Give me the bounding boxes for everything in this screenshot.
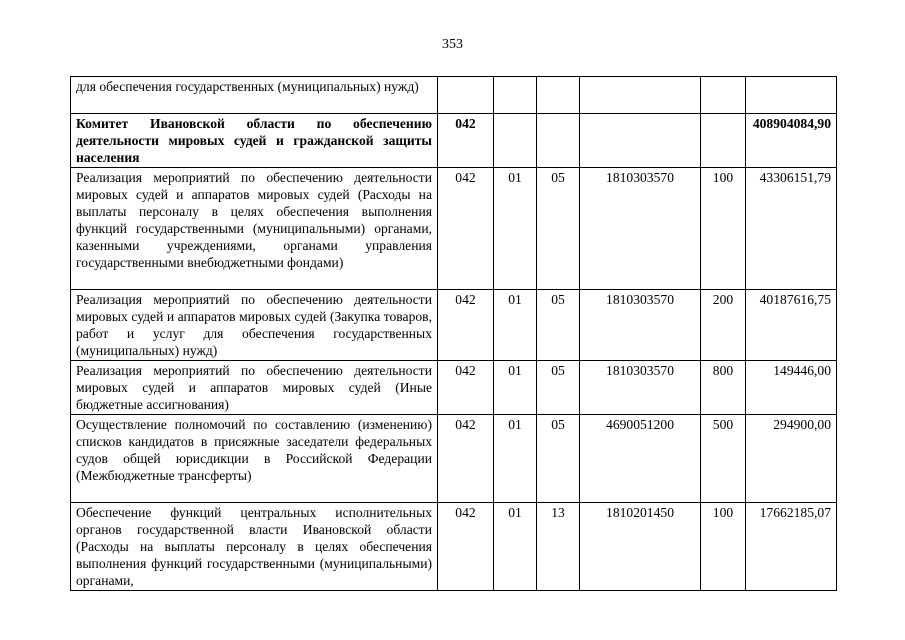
amount: 40187616,75 xyxy=(746,290,837,361)
budget-table xyxy=(70,76,837,591)
ministry-code: 042 xyxy=(438,290,494,361)
expense-type-code xyxy=(701,77,746,114)
expense-type-code xyxy=(701,114,746,168)
row-description: Реализация мероприятий по обеспечению деятельности мировых судей и аппаратов мировых судей (Закупка товаров, работ и услуг для обеспечения государственных (муниципальных) нужд) xyxy=(71,290,438,361)
expense-type-code: 500 xyxy=(701,415,746,503)
table-row xyxy=(71,503,837,591)
subsection-code: 05 xyxy=(537,361,580,415)
table-row xyxy=(71,77,837,114)
amount: 149446,00 xyxy=(746,361,837,415)
amount: 294900,00 xyxy=(746,415,837,503)
row-description: Комитет Ивановской области по обеспечению деятельности мировых судей и гражданской защиты населения xyxy=(71,114,438,168)
subsection-code xyxy=(537,77,580,114)
row-description: Осуществление полномочий по составлению (изменению) списков кандидатов в присяжные заседатели федеральных судов общей юрисдикции в Российской Федерации (Межбюджетные трансферты) xyxy=(71,415,438,503)
section-code: 01 xyxy=(494,290,537,361)
expense-type-code: 100 xyxy=(701,168,746,290)
ministry-code: 042 xyxy=(438,114,494,168)
subsection-code: 05 xyxy=(537,168,580,290)
target-item-code: 1810303570 xyxy=(580,361,701,415)
row-description: для обеспечения государственных (муниципальных) нужд) xyxy=(71,77,438,114)
table-row xyxy=(71,168,837,290)
ministry-code: 042 xyxy=(438,168,494,290)
amount: 43306151,79 xyxy=(746,168,837,290)
target-item-code: 1810303570 xyxy=(580,290,701,361)
expense-type-code: 800 xyxy=(701,361,746,415)
subsection-code: 05 xyxy=(537,290,580,361)
target-item-code xyxy=(580,77,701,114)
table-row xyxy=(71,415,837,503)
amount: 408904084,90 xyxy=(746,114,837,168)
target-item-code xyxy=(580,114,701,168)
row-description: Реализация мероприятий по обеспечению деятельности мировых судей и аппаратов мировых судей (Иные бюджетные ассигнования) xyxy=(71,361,438,415)
table-row xyxy=(71,290,837,361)
target-item-code: 1810201450 xyxy=(580,503,701,591)
target-item-code: 4690051200 xyxy=(580,415,701,503)
section-code xyxy=(494,77,537,114)
amount xyxy=(746,77,837,114)
ministry-code xyxy=(438,77,494,114)
section-code: 01 xyxy=(494,361,537,415)
table-row xyxy=(71,114,837,168)
section-code: 01 xyxy=(494,503,537,591)
target-item-code: 1810303570 xyxy=(580,168,701,290)
row-description: Реализация мероприятий по обеспечению деятельности мировых судей и аппаратов мировых судей (Расходы на выплаты персоналу в целях обеспечения выполнения функций государственными (муниципальными) органами, казенными учреждениями, органами управления государственными внебюджетными фондами) xyxy=(71,168,438,290)
page-number: 353 xyxy=(442,37,463,52)
expense-type-code: 100 xyxy=(701,503,746,591)
subsection-code: 05 xyxy=(537,415,580,503)
section-code: 01 xyxy=(494,168,537,290)
ministry-code: 042 xyxy=(438,415,494,503)
subsection-code xyxy=(537,114,580,168)
expense-type-code: 200 xyxy=(701,290,746,361)
subsection-code: 13 xyxy=(537,503,580,591)
amount: 17662185,07 xyxy=(746,503,837,591)
section-code: 01 xyxy=(494,415,537,503)
row-description: Обеспечение функций центральных исполнительных органов государственной власти Ивановской области (Расходы на выплаты персоналу в целях обеспечения выполнения функций государственными (муниципальными) органами, xyxy=(71,503,438,591)
section-code xyxy=(494,114,537,168)
table-row xyxy=(71,361,837,415)
ministry-code: 042 xyxy=(438,503,494,591)
ministry-code: 042 xyxy=(438,361,494,415)
